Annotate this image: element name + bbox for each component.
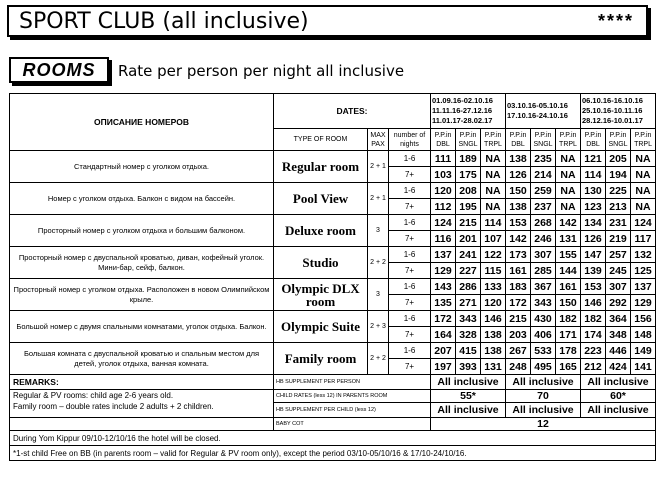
rate-cell: 161 — [506, 263, 531, 279]
rate-cell: 146 — [481, 311, 506, 327]
rate-cell: NA — [481, 151, 506, 167]
rate-cell: 129 — [631, 295, 656, 311]
max-pax: 3 — [368, 279, 389, 311]
room-type-name: Regular room — [274, 151, 368, 183]
rate-cell: 292 — [606, 295, 631, 311]
rate-cell: 173 — [506, 247, 531, 263]
rate-cell: 348 — [606, 327, 631, 343]
supplement-label: HB SUPPLEMENT PER PERSON — [274, 375, 431, 390]
rate-cell: 215 — [506, 311, 531, 327]
rate-cell: 138 — [481, 327, 506, 343]
rate-cell: 116 — [431, 231, 456, 247]
rate-cell: 142 — [506, 231, 531, 247]
rate-cell: 107 — [481, 231, 506, 247]
subheader-sngl: P.P.in SNGL — [606, 129, 631, 151]
rate-cell: 213 — [606, 199, 631, 215]
nights-value: 7+ — [389, 327, 431, 343]
nights-value: 1-6 — [389, 215, 431, 231]
supplement-value: 55* — [431, 390, 506, 403]
rate-cell: 135 — [431, 295, 456, 311]
nights-value: 1-6 — [389, 311, 431, 327]
rate-cell: NA — [631, 151, 656, 167]
rate-cell: 150 — [556, 295, 581, 311]
room-type-name: Family room — [274, 343, 368, 375]
nights-value: 1-6 — [389, 183, 431, 199]
subheader-trpl: P.P.in TRPL — [631, 129, 656, 151]
nights-header: number of nights — [389, 129, 431, 151]
rate-cell: 153 — [581, 279, 606, 295]
rate-cell: 207 — [431, 343, 456, 359]
rate-cell: 197 — [431, 359, 456, 375]
room-type-name: Pool View — [274, 183, 368, 215]
rate-cell: 164 — [431, 327, 456, 343]
supplement-value: All inclusive — [506, 375, 581, 390]
rate-cell: NA — [631, 183, 656, 199]
rate-cell: 103 — [431, 167, 456, 183]
rate-cell: 148 — [631, 327, 656, 343]
room-description: Большой номер с двумя спальными комнатами, уголок отдыха. Балкон. — [10, 311, 274, 343]
rate-cell: 533 — [531, 343, 556, 359]
rate-cell: 131 — [481, 359, 506, 375]
rate-cell: 175 — [456, 167, 481, 183]
rate-cell: 248 — [506, 359, 531, 375]
rate-cell: 307 — [606, 279, 631, 295]
rate-cell: 182 — [581, 311, 606, 327]
rate-cell: NA — [631, 167, 656, 183]
rate-cell: 495 — [531, 359, 556, 375]
rate-cell: 235 — [531, 151, 556, 167]
rate-cell: 183 — [506, 279, 531, 295]
closure-note: During Yom Kippur 09/10-12/10/16 the hotel will be closed. — [10, 431, 656, 446]
remarks-text — [10, 390, 274, 418]
max-pax: 2 + 2 — [368, 343, 389, 375]
rate-cell: 122 — [481, 247, 506, 263]
rate-cell: 143 — [431, 279, 456, 295]
max-pax: 3 — [368, 215, 389, 247]
subheader-dbl: P.P.in DBL — [506, 129, 531, 151]
rate-cell: 150 — [506, 183, 531, 199]
rate-cell: 112 — [431, 199, 456, 215]
room-type-name: Olympic Suite — [274, 311, 368, 343]
rate-cell: 367 — [531, 279, 556, 295]
max-pax: 2 + 2 — [368, 247, 389, 279]
rate-cell: 171 — [556, 327, 581, 343]
supplement-value: All inclusive — [581, 403, 656, 418]
supplement-value: All inclusive — [506, 403, 581, 418]
rate-cell: 364 — [606, 311, 631, 327]
desc-header: ОПИСАНИЕ НОМЕРОВ — [10, 94, 274, 151]
rate-cell: 117 — [631, 231, 656, 247]
rate-cell: 271 — [456, 295, 481, 311]
rate-cell: 241 — [456, 247, 481, 263]
rate-cell: NA — [556, 183, 581, 199]
nights-value: 7+ — [389, 263, 431, 279]
title-box — [7, 5, 648, 37]
rate-cell: 208 — [456, 183, 481, 199]
rate-cell: 114 — [581, 167, 606, 183]
rate-cell: 328 — [456, 327, 481, 343]
baby-cot-value: 12 — [431, 418, 656, 431]
rate-cell: 149 — [631, 343, 656, 359]
maxpax-header: MAX PAX — [368, 129, 389, 151]
supplement-label: CHILD RATES (less 12) IN PARENTS ROOM — [274, 390, 431, 403]
rate-cell: 343 — [531, 295, 556, 311]
rate-cell: 245 — [606, 263, 631, 279]
rate-cell: 137 — [631, 279, 656, 295]
rate-cell: 430 — [531, 311, 556, 327]
rate-cell: 194 — [606, 167, 631, 183]
rate-cell: 406 — [531, 327, 556, 343]
supplement-label: HB SUPPLEMENT PER CHILD (less 12) — [274, 403, 431, 418]
rate-cell: 307 — [531, 247, 556, 263]
rates-table — [9, 93, 656, 461]
max-pax: 2 + 1 — [368, 183, 389, 215]
room-type-name: Studio — [274, 247, 368, 279]
rate-cell: 205 — [606, 151, 631, 167]
room-description: Просторный номер с двуспальной кроватью, диван, кофейный уголок. Мини-бар, сейф, балкон. — [10, 247, 274, 279]
max-pax: 2 + 1 — [368, 151, 389, 183]
rate-cell: 223 — [581, 343, 606, 359]
rate-cell: 129 — [431, 263, 456, 279]
subheader-trpl: P.P.in TRPL — [556, 129, 581, 151]
rate-cell: 111 — [431, 151, 456, 167]
nights-value: 7+ — [389, 199, 431, 215]
rate-cell: 165 — [556, 359, 581, 375]
rate-cell: 203 — [506, 327, 531, 343]
rate-cell: 393 — [456, 359, 481, 375]
rate-cell: 161 — [556, 279, 581, 295]
nights-value: 1-6 — [389, 151, 431, 167]
max-pax: 2 + 3 — [368, 311, 389, 343]
rate-cell: 174 — [581, 327, 606, 343]
rate-cell: 415 — [456, 343, 481, 359]
page-title: SPORT CLUB (all inclusive) — [19, 9, 309, 34]
rate-cell: 259 — [531, 183, 556, 199]
subheader-trpl: P.P.in TRPL — [481, 129, 506, 151]
rate-cell: 231 — [606, 215, 631, 231]
nights-value: 7+ — [389, 167, 431, 183]
rate-cell: 138 — [506, 151, 531, 167]
footnote: *1-st child Free on BB (in parents room – valid for Regular & PV room only), except the period 03/10-05/10/16 & 17/10-24/10/16. — [10, 446, 656, 461]
rate-cell: 178 — [556, 343, 581, 359]
rate-cell: 215 — [456, 215, 481, 231]
rate-cell: 155 — [556, 247, 581, 263]
rate-cell: 125 — [631, 263, 656, 279]
rate-cell: 137 — [431, 247, 456, 263]
rate-cell: 214 — [531, 167, 556, 183]
rate-cell: 130 — [581, 183, 606, 199]
rate-cell: 121 — [581, 151, 606, 167]
star-rating: **** — [597, 11, 634, 31]
period-1: 01.09.16-02.10.16 11.11.16-27.12.16 11.01.17-28.02.17 — [431, 94, 506, 129]
rate-cell: 139 — [581, 263, 606, 279]
rate-cell: 138 — [506, 199, 531, 215]
rate-cell: 219 — [606, 231, 631, 247]
rooms-label: ROOMS — [9, 57, 109, 83]
rate-cell: 131 — [556, 231, 581, 247]
room-type-name: Deluxe room — [274, 215, 368, 247]
rate-cell: 133 — [481, 279, 506, 295]
room-description: Стандартный номер с уголком отдыха. — [10, 151, 274, 183]
nights-value: 7+ — [389, 359, 431, 375]
rate-cell: 123 — [581, 199, 606, 215]
rate-cell: 212 — [581, 359, 606, 375]
room-type-name: Olympic DLX room — [274, 279, 368, 311]
rate-cell: NA — [481, 183, 506, 199]
room-description: Номер с уголком отдыха. Балкон с видом на бассейн. — [10, 183, 274, 215]
rate-cell: 124 — [431, 215, 456, 231]
remarks-line: Regular & PV rooms: child age 2-6 years old. — [13, 391, 174, 400]
type-header: TYPE OF ROOM — [274, 129, 368, 151]
period-2: 03.10.16-05.10.16 17.10.16-24.10.16 — [506, 94, 581, 129]
rate-cell: 138 — [481, 343, 506, 359]
table-row — [10, 215, 656, 231]
nights-value: 1-6 — [389, 279, 431, 295]
rate-cell: 144 — [556, 263, 581, 279]
table-row — [10, 311, 656, 327]
dates-label: DATES: — [274, 94, 431, 129]
room-description: Просторный номер с уголком отдыха. Расположен в новом Олимпийском крыле. — [10, 279, 274, 311]
table-row — [10, 343, 656, 359]
rate-cell: 237 — [531, 199, 556, 215]
rate-cell: 114 — [481, 215, 506, 231]
supplement-value: All inclusive — [431, 375, 506, 390]
rate-cell: 141 — [631, 359, 656, 375]
rate-cell: 189 — [456, 151, 481, 167]
rate-cell: 257 — [606, 247, 631, 263]
rate-title: Rate per person per night all inclusive — [118, 62, 405, 80]
rate-cell: 156 — [631, 311, 656, 327]
rate-cell: 424 — [606, 359, 631, 375]
rate-cell: 126 — [506, 167, 531, 183]
rate-cell: 120 — [481, 295, 506, 311]
rate-cell: 446 — [606, 343, 631, 359]
rate-cell: 142 — [556, 215, 581, 231]
rate-cell: 115 — [481, 263, 506, 279]
rate-cell: 227 — [456, 263, 481, 279]
rate-cell: 286 — [456, 279, 481, 295]
rate-cell: NA — [556, 167, 581, 183]
rate-cell: 153 — [506, 215, 531, 231]
nights-value: 7+ — [389, 231, 431, 247]
rate-cell: 182 — [556, 311, 581, 327]
rate-cell: NA — [631, 199, 656, 215]
rate-cell: 343 — [456, 311, 481, 327]
supplement-value: 60* — [581, 390, 656, 403]
supplement-label: BABY COT — [274, 418, 431, 431]
rate-cell: 195 — [456, 199, 481, 215]
supplement-value: All inclusive — [431, 403, 506, 418]
rate-cell: NA — [481, 167, 506, 183]
rate-cell: NA — [481, 199, 506, 215]
rate-cell: 126 — [581, 231, 606, 247]
remarks-label: REMARKS: — [10, 375, 274, 390]
subheader-dbl: P.P.in DBL — [431, 129, 456, 151]
remarks-line: Family room – double rates include 2 adults + 2 children. — [13, 402, 214, 411]
rate-cell: NA — [556, 199, 581, 215]
rate-cell: 146 — [581, 295, 606, 311]
rate-cell: 147 — [581, 247, 606, 263]
rate-cell: 172 — [506, 295, 531, 311]
subheader-sngl: P.P.in SNGL — [456, 129, 481, 151]
subheader-dbl: P.P.in DBL — [581, 129, 606, 151]
rate-cell: NA — [556, 151, 581, 167]
nights-value: 1-6 — [389, 343, 431, 359]
rate-cell: 120 — [431, 183, 456, 199]
supplement-value: 70 — [506, 390, 581, 403]
room-description: Большая комната с двуспальной кроватью и спальным местом для детей, уголок отдыха, ванная комната. — [10, 343, 274, 375]
table-row — [10, 183, 656, 199]
remarks-spacer — [10, 418, 274, 431]
period-3: 06.10.16-16.10.16 25.10.16-10.11.16 28.12.16-10.01.17 — [581, 94, 656, 129]
rate-cell: 201 — [456, 231, 481, 247]
rate-cell: 246 — [531, 231, 556, 247]
subheader-sngl: P.P.in SNGL — [531, 129, 556, 151]
rate-cell: 267 — [506, 343, 531, 359]
rate-cell: 268 — [531, 215, 556, 231]
rate-cell: 225 — [606, 183, 631, 199]
room-description: Просторный номер с уголком отдыха и большим балконом. — [10, 215, 274, 247]
rate-cell: 172 — [431, 311, 456, 327]
table-row — [10, 247, 656, 263]
nights-value: 1-6 — [389, 247, 431, 263]
table-row — [10, 151, 656, 167]
supplement-value: All inclusive — [581, 375, 656, 390]
rate-cell: 132 — [631, 247, 656, 263]
nights-value: 7+ — [389, 295, 431, 311]
table-row — [10, 279, 656, 295]
rate-cell: 285 — [531, 263, 556, 279]
rate-cell: 124 — [631, 215, 656, 231]
rate-cell: 134 — [581, 215, 606, 231]
